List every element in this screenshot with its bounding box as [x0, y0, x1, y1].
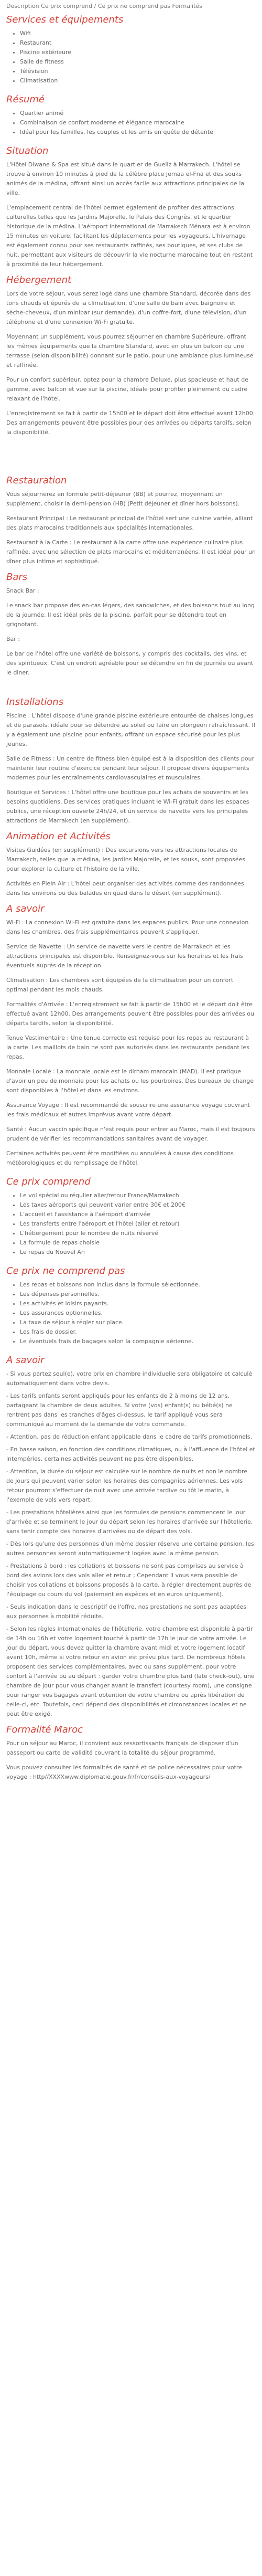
- list-item: • Climatisation: [20, 76, 256, 86]
- comprend-heading: Ce prix comprend: [6, 1176, 91, 1187]
- list-item: • Les repas et boissons non inclus dans la formule sélectionnée.: [20, 1280, 256, 1290]
- installations-heading: Installations: [6, 696, 64, 708]
- list-item: • Télévision: [20, 67, 256, 76]
- paragraph: - Dès lors qu'une des personnes d'un même dossier réserve une certaine pension, les autres personnes seront automatiquement logées avec la même pension.: [6, 1540, 254, 1557]
- resume-heading: Résumé: [6, 94, 45, 105]
- list-item: • L'accueil et l'assistance à l'aéroport d'arrivée: [20, 1210, 256, 1219]
- paragraph: - Attention, la durée du séjour est calculée sur le nombre de nuits et non le nombre de jours qui peuvent varier selon les horaires des compagnies aériennes. Les vols retour pourront s'effectuer de nuit avec une arrivée tardive ou tôt le matin, à l'exemple de vols vers repart.: [6, 1468, 248, 1503]
- situation-heading: Situation: [6, 145, 49, 156]
- list-item: • Idéal pour les familles, les couples et les amis en quête de détente: [20, 128, 256, 137]
- paragraph: Restaurant à la Carte : Le restaurant à la carte offre une expérience culinaire plus raffinée, avec une sélection de plats marocains et méditerranéens. Il est idéal pour un dîner plus intime et sophistiqué.: [6, 539, 256, 565]
- paragraph: - Les tarifs enfants seront appliqués pour les enfants de 2 à moins de 12 ans, partageant la chambre de deux adultes. Si votre (vos) enfant(s) ou bébé(s) ne rentrent pas dans les tranches d'âges ci-dessus, le tarif appliqué vous sera communiqué au moment de la demande de votre commande.: [6, 1392, 233, 1428]
- paragraph: Lors de votre séjour, vous serez logé dans une chambre Standard, décorée dans des tons chauds et épurés de la climatisation, d'une salle de bain avec baignoire et sèche-cheveux, d'un minibar (sur demande), d'un coffre-fort, d'une télévision, d'un téléphone et d'une connexion Wi-Fi gratuite.: [6, 290, 251, 325]
- animation-heading: Animation et Activités: [6, 831, 111, 842]
- restauration-heading: Restauration: [6, 475, 67, 486]
- paragraph: Certaines activités peuvent être modifiées ou annulées à cause des conditions météorologiques et du remplissage de l'hôtel.: [6, 1150, 234, 1166]
- formalites-link[interactable]: Vous pouvez consulter les formalités de santé et de police nécessaires pour votre voyage : http//XXXXwww.diplomatie.gouv.fr/fr/conseils-aux-voyageurs/: [6, 1764, 242, 1780]
- ne-comprend-heading: Ce prix ne comprend pas: [6, 1265, 125, 1276]
- hebergement-heading: Hébergement: [6, 275, 72, 286]
- resume-list: [6, 109, 256, 137]
- paragraph: Service de Navette : Un service de navette vers le centre de Marrakech et les attractions principales est disponible. Renseignez-vous sur les horaires et les frais éventuels auprès de la réception.: [6, 943, 243, 969]
- paragraph: Boutique et Services : L'hôtel offre une boutique pour les achats de souvenirs et les besoins quotidiens. Des services pratiques incluant le Wi-Fi gratuit dans les espaces publics, une réception ouverte 24h/24, et un service de navette vers les principales attractions de Marrakech (en supplément).: [6, 789, 249, 824]
- paragraph: - Attention, pas de réduction enfant applicable dans le cadre de tarifs promotionnels.: [6, 1433, 253, 1440]
- list-item: • Les taxes aéroports qui peuvent varier entre 30€ et 200€: [20, 1200, 256, 1210]
- list-item: • Les assurances optionnelles.: [20, 1308, 256, 1318]
- list-item: • Combinaison de confort moderne et élégance marocaine: [20, 118, 256, 128]
- services-heading: Services et équipements: [6, 14, 124, 25]
- list-item: • Les dépenses personnelles.: [20, 1290, 256, 1299]
- paragraph: L'enregistrement se fait à partir de 15h00 et le départ doit être effectué avant 12h00. Des arrangements peuvent être possibles pour des arrivées ou départs tardifs, selon la disponibilité.: [6, 410, 255, 436]
- list-item: • Salle de fitness: [20, 57, 256, 67]
- paragraph: - Seuls indication dans le descriptif de l'offre, nos prestations ne sont pas adaptées aux personnes à mobilité réduite.: [6, 1603, 247, 1620]
- paragraph: Assurance Voyage : Il est recommandé de souscrire une assurance voyage couvrant les frais médicaux et autres imprévus avant votre départ.: [6, 1102, 250, 1118]
- paragraph: L'emplacement central de l'hôtel permet également de profiter des attractions culturelles telles que les Jardins Majorelle, le Palais des Congrès, et le quartier historique de la médina. L'aéroport international de Marrakech Ménara est à environ 15 minutes en voiture, facilitant les déplacements pour les voyageurs. L'hivernage est également connu pour ses restaurants raffinés, ses boutiques, et ses clubs de nuit, permettant aux visiteurs de découvrir la vie nocturne marocaine tout en restant à proximité de leur hébergement.: [6, 204, 253, 268]
- paragraph: L'Hôtel Diwane & Spa est situé dans le quartier de Gueliz à Marrakech. L'hôtel se trouve à environ 10 minutes à pied de la célèbre place Jemaa el-Fna et des souks animés de la médina, offrant ainsi un accès facile aux attractions principales de la ville.: [6, 161, 245, 196]
- paragraph: Bar :: [6, 636, 20, 642]
- paragraph: Santé : Aucun vaccin spécifique n'est requis pour entrer au Maroc, mais il est toujours prudent de vérifier les recommandations sanitaires avant de voyager.: [6, 1126, 255, 1142]
- services-list: [6, 29, 256, 86]
- comprend-list: [6, 1191, 256, 1257]
- paragraph: Moyennant un supplément, vous pourrez séjourner en chambre Supérieure, offrant les mêmes équipements que la chambre Standard, avec en plus un balcon ou une terrasse (selon disponibilité) donnant sur le patio, pour une ambiance plus lumineuse et raffinée.: [6, 333, 254, 368]
- list-item: • Les frais de dossier.: [20, 1327, 256, 1337]
- paragraph: Le snack bar propose des en-cas légers, des sandwiches, et des boissons tout au long de la journée. Il est idéal près de la piscine, parfait pour se détendre tout en grignotant.: [6, 602, 255, 628]
- list-item: • Quartier animé: [20, 109, 256, 118]
- paragraph: Restaurant Principal : Le restaurant principal de l'hôtel sert une cuisine variée, alliant des plats marocains traditionnels aux spécialités internationales.: [6, 515, 253, 531]
- list-item: • Les activités et loisirs payants.: [20, 1299, 256, 1308]
- list-item: • La taxe de séjour à régler sur place.: [20, 1318, 256, 1327]
- paragraph: Pour un séjour au Maroc, il convient aux ressortissants français de disposer d'un passeport ou carte de validité couvrant la totalité du séjour programmé.: [6, 1740, 238, 1756]
- paragraph: - Si vous partez seul(e), votre prix en chambre individuelle sera obligatoire et calculé automatiquement dans votre devis.: [6, 1370, 253, 1387]
- paragraph: - Les prestations hôtelières ainsi que les formules de pensions commencent le jour d'arrivée et se terminent le jour du départ selon les horaires d'arrivée sur l'hôtellerie, sans tenir compte des horaires d'arrivées ou de départ des vols.: [6, 1509, 253, 1535]
- paragraph: Visites Guidées (en supplément) : Des excursions vers les attractions locales de Marrakech, telles que la médina, les jardins Majorelle, et les souks, sont proposées pour explorer la culture et l'histoire de la ville.: [6, 847, 245, 872]
- list-item: • Le repas du Nouvel An: [20, 1248, 256, 1257]
- paragraph: Tenue Vestimentaire : Une tenue correcte est requise pour les repas au restaurant à la carte. Les maillots de bain ne sont pas autorisés dans les restaurants pendant les repas.: [6, 1034, 249, 1060]
- tab-links[interactable]: Description Ce prix comprend / Ce prix ne comprend pas Formalités: [6, 3, 202, 9]
- list-item: • Les transferts entre l'aéroport et l'hôtel (aller et retour): [20, 1219, 256, 1229]
- formalites-heading: Formalité Maroc: [6, 1724, 83, 1735]
- paragraph: Wi-Fi : La connexion Wi-Fi est gratuite dans les espaces publics. Pour une connexion dans les chambres, des frais supplémentaires peuvent s'appliquer.: [6, 919, 249, 935]
- bars-heading: Bars: [6, 572, 28, 583]
- ne-comprend-list: [6, 1280, 256, 1346]
- list-item: • Wifi: [20, 29, 256, 38]
- paragraph: Piscine : L'hôtel dispose d'une grande piscine extérieure entourée de chaises longues et de parasols, idéale pour se détendre au soleil ou faire un plongeon rafraîchissant. Il y a également une piscine pour enfants, offrant un espace sécurisé pour les plus jeunes.: [6, 712, 255, 747]
- list-item: • La formule de repas choisie: [20, 1238, 256, 1248]
- paragraph: Le bar de l'hôtel offre une variété de boissons, y compris des cocktails, des vins, et des spiritueux. C'est un endroit agréable pour se détendre en fin de journée ou avant le dîner.: [6, 650, 254, 676]
- paragraph: - En basse saison, en fonction des conditions climatiques, ou à l'affluence de l'hôtel et intempéries, certaines activités peuvent ne pas être disponibles.: [6, 1446, 255, 1462]
- list-item: • Piscine extérieure: [20, 48, 256, 57]
- paragraph: - Prestations à bord : les collations et boissons ne sont pas comprises au service à bord des avions lors des vols aller et retour ; Cependant il vous sera possible de choisir vos collations et boissons proposés à la carte, à régler directement auprès de l'équipage ou cours du vol (paiement en espèces et en euros uniquement).: [6, 1563, 252, 1598]
- list-item: • Restaurant: [20, 38, 256, 48]
- paragraph: Formalités d'Arrivée : L'enregistrement se fait à partir de 15h00 et le départ doit être effectué avant 12h00. Des arrangements peuvent être possibles pour des arrivées ou départs tardifs, selon la disponibilité.: [6, 1001, 254, 1027]
- paragraph: Vous séjournerez en formule petit-déjeuner (BB) et pourrez, moyennant un supplément, choisir la demi-pension (HB) (Petit déjeuner et dîner hors boissons).: [6, 491, 240, 507]
- savoir2-heading: A savoir: [6, 1355, 45, 1366]
- list-item: • L'hébergement pour le nombre de nuits réservé: [20, 1229, 256, 1238]
- paragraph: Monnaie Locale : La monnaie locale est le dirham marocain (MAD). Il est pratique d'avoir un peu de monnaie pour les achats ou les pourboires. Des bureaux de change sont disponibles à l'hôtel et dans les environs.: [6, 1068, 254, 1094]
- paragraph: Pour un confort supérieur, optez pour la chambre Deluxe, plus spacieuse et haut de gamme, avec balcon et vue sur la piscine, idéale pour profiter pleinement du cadre relaxant de l'hôtel.: [6, 376, 248, 402]
- savoir-heading: A savoir: [6, 903, 45, 914]
- paragraph: Activités en Plein Air : L'hôtel peut organiser des activités comme des randonnées dans les environs ou des balades en quad dans le désert (en supplément).: [6, 880, 244, 896]
- paragraph: Climatisation : Les chambres sont équipées de la climatisation pour un confort optimal pendant les mois chauds.: [6, 977, 234, 993]
- paragraph: Salle de Fitness : Un centre de fitness bien équipé est à la disposition des clients pour maintenir leur routine d'exercice pendant leur séjour. Il propose divers équipements modernes pour les entraînements cardiovasculaires et musculaires.: [6, 755, 255, 781]
- paragraph: Snack Bar :: [6, 587, 39, 594]
- list-item: • Le éventuels frais de bagages selon la compagnie aérienne.: [20, 1337, 256, 1346]
- list-item: • Le vol spécial ou régulier aller/retour France/Marrakech: [20, 1191, 256, 1200]
- paragraph: - Selon les règles internationales de l'hôtellerie, votre chambre est disponible à partir de 14h ou 16h et votre logement touché à partir de 17h le jour de votre arrivée. Le jour du départ, vous devez quitter la chambre avant midi et votre logement locatif avant 10h, même si votre retour en avion est prévu plus tard. De nombreux hôtels proposent des services complémentaires, avec ou sans supplément, pour votre confort à l'arrivée ou au départ : garder votre chambre plus tard (late check-out), une chambre de jour pour vous changer avant le transfert (courtesy room), une consigne pour ranger vos bagages avant obtention de votre chambre ou après libération de celle-ci, etc. Toutefois, ceci dépend des disponibilités et circonstances locales et ne peut être exigé.: [6, 1625, 255, 1717]
